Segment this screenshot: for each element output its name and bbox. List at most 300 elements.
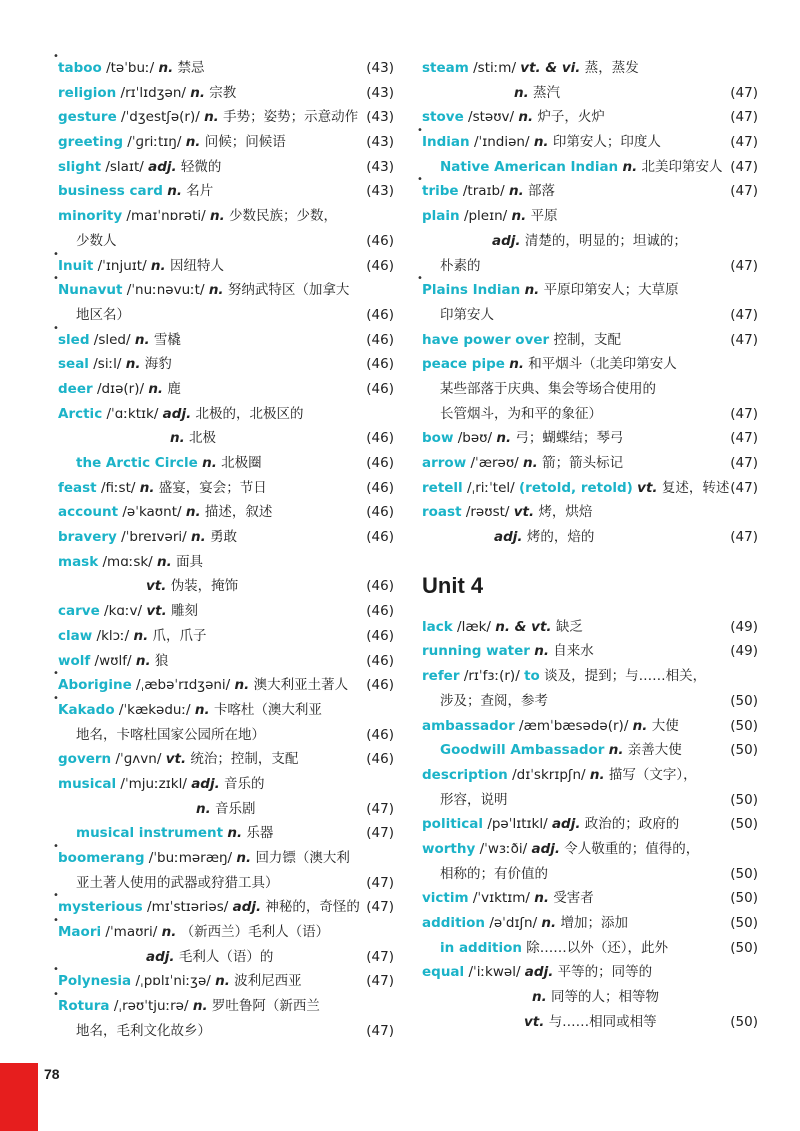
headword: minority [58,208,123,225]
headword: mysterious [58,899,143,916]
headword: Aborigine [58,677,132,694]
part-of-speech: n. [157,553,172,570]
page-reference: (47) [366,874,394,891]
part-of-speech: n. [215,973,230,990]
definition: 蒸汽 [533,84,561,101]
headword: stove [422,109,464,126]
definition: 地名，卡喀杜国家公园所在地） [76,726,265,743]
definition: 乐器 [246,825,274,842]
headword: Kakado [58,701,115,718]
glossary-entry [58,377,394,402]
headword: carve [58,603,100,620]
part-of-speech: n. [533,134,549,151]
glossary-entry [58,204,394,253]
phonetic: /ˈɑːktɪk/ [106,405,159,422]
headword: religion [58,84,117,101]
page-reference: (47) [730,405,758,422]
phonetic: /dɪˈskrɪpʃn/ [512,766,586,783]
definition: （新西兰）毛利人（语） [180,924,330,941]
glossary-entry [58,155,394,180]
starred-marker: • [417,174,423,186]
entry-line [422,402,758,427]
headword: govern [58,751,112,768]
entry-line [58,254,394,279]
entry-line [422,664,758,689]
glossary-entry [58,130,394,155]
page-reference: (47) [730,109,758,126]
part-of-speech: adj. [492,232,521,249]
part-of-speech: adj. [531,840,560,857]
part-of-speech: adj. [551,816,581,833]
part-of-speech: vt. [637,479,658,496]
unit-heading: Unit 4 [422,572,484,598]
glossary-entry [53,273,394,327]
page-reference: (47) [730,455,758,471]
entry-line [422,639,758,664]
definition: 箭；箭头标记 [542,455,624,471]
definition: 自来水 [553,643,594,660]
headword: musical instrument [76,825,224,842]
glossary-entry [422,911,758,936]
phonetic: /fiːst/ [100,479,136,496]
definition: 少数人 [76,232,117,249]
entry-line [58,994,394,1019]
entry-line [58,130,394,155]
glossary-entry [58,352,394,377]
entry-line [422,936,758,961]
page-reference: (47) [366,899,394,916]
headword: steam [422,60,469,76]
glossary-entry [53,841,394,895]
glossary-entry [58,821,394,846]
page-reference: (47) [366,800,394,817]
definition: 雪橇 [153,331,181,348]
definition: 神秘的，奇怪的 [265,899,360,916]
definition: 伪装，掩饰 [170,578,239,595]
page-reference: (43) [366,84,394,101]
entry-line [58,895,394,920]
headword: Plains Indian [422,282,521,299]
glossary-entry [53,248,394,279]
entry-line [422,105,758,130]
part-of-speech: n. [632,717,648,734]
definition: 音乐的 [224,775,265,792]
glossary-entry [53,989,394,1043]
definition: 清楚的，明显的；坦诚的； [524,232,687,249]
page-reference: (46) [366,356,394,373]
glossary-entry [53,668,394,698]
part-of-speech: n. [125,356,141,373]
part-of-speech: n. [514,84,529,101]
definition: 描述，叙述 [204,504,273,521]
definition: 北美印第安人 [641,158,723,175]
page-reference: (47) [366,948,394,965]
glossary-entry [58,451,394,476]
headword: sled [58,331,90,348]
definition: 地名，毛利文化故乡） [76,1022,211,1039]
entry-line [58,772,394,797]
entry-line [422,254,758,279]
entry-line [422,278,758,303]
entry-line [422,130,758,155]
page-reference: (46) [366,380,394,397]
glossary-entry [422,837,758,886]
glossary-entry [422,500,758,549]
phonetic: /læk/ [457,618,491,635]
page-reference: (50) [730,816,758,833]
definition: 政治的；政府的 [584,816,680,833]
page-reference: (47) [730,183,758,200]
page-number: 78 [44,1066,60,1082]
phonetic: /əˈdɪʃn/ [489,915,538,931]
glossary-entry [422,352,758,426]
definition: 罗吐鲁阿（新西兰 [211,998,320,1015]
page-reference: (50) [730,692,758,709]
part-of-speech: n. [532,989,547,1006]
part-of-speech: n. [185,134,201,151]
headword: peace pipe [422,356,505,373]
definition: 部落 [528,183,556,200]
definition: 和平烟斗（北美印第安人 [528,356,677,373]
definition: 亲善大使 [627,742,682,759]
page-reference: (50) [730,890,758,907]
glossary-entry [422,426,758,451]
entry-line [58,229,394,254]
headword: claw [58,627,93,644]
definition: 北极 [189,430,217,447]
glossary-entry [422,886,758,911]
phonetic: /rəʊst/ [465,504,510,521]
headword: mask [58,553,99,570]
definition: 朴素的 [440,257,481,274]
starred-marker: • [53,890,59,902]
entry-line [422,204,758,229]
entry-line [58,402,394,427]
page-reference: (46) [366,603,394,620]
definition: 令人敬重的；值得的， [564,840,700,857]
part-of-speech: adj. [191,775,220,792]
entry-line [422,500,758,525]
page-reference: (50) [730,742,758,759]
glossary-entry [422,105,758,130]
entry-line [422,788,758,813]
phonetic: /stiːm/ [473,60,516,76]
definition: 平原印第安人；大草原 [543,282,679,299]
entry-line [58,476,394,501]
glossary-entry [58,525,394,550]
definition: 回力镖（澳大利 [255,850,350,866]
headword: plain [422,208,460,225]
page-reference: (47) [730,529,758,546]
definition: 与……相同或相等 [548,1013,657,1030]
glossary-entry [58,747,394,772]
entry-line [422,476,758,501]
part-of-speech: n. [227,825,243,842]
phonetic: /ˈiːkwəl/ [468,964,521,981]
definition: 北极圈 [221,455,262,471]
phonetic: /ˌriːˈtel/ [466,479,515,496]
definition: 平原 [530,208,558,225]
definition: 某些部落于庆典、集会等场合使用的 [440,380,656,397]
part-of-speech: n. [508,183,524,200]
entry-line [58,352,394,377]
headword: retell [422,479,463,496]
entry-line [422,56,758,81]
headword: ambassador [422,717,515,734]
part-of-speech: vt. [165,751,187,768]
phonetic: /ˈmjuːzɪkl/ [120,775,187,792]
part-of-speech: n. [210,208,225,225]
glossary-entry [422,328,758,353]
page-reference: (47) [730,331,758,348]
page-reference: (47) [730,306,758,323]
glossary-entry [422,639,758,664]
phonetic: /ˈɡriːtɪŋ/ [127,134,182,151]
page-reference: (46) [366,455,394,471]
glossary-entry [53,322,394,353]
right-column-top [417,56,758,550]
phonetic: /bəʊ/ [457,430,493,447]
phonetic: /sled/ [93,331,131,348]
definition: 问候；问候语 [204,134,286,151]
headword: Goodwill Ambassador [440,742,605,759]
definition: 平等的；同等的 [557,964,653,981]
entry-line [422,812,758,837]
part-of-speech: n. [208,282,224,299]
part-of-speech: vt. [524,1013,545,1030]
glossary-entry [58,500,394,525]
glossary-entry [422,960,758,1034]
headword: victim [422,890,469,907]
page-reference: (46) [366,306,394,323]
glossary-entry [417,273,758,327]
page-reference: (50) [730,717,758,734]
phonetic: /ˈbuːməræŋ/ [148,850,233,866]
glossary-entry [58,476,394,501]
glossary-entry [53,890,394,920]
definition: 北极的，北极区的 [195,405,304,422]
entry-line [58,574,394,599]
entry-line [58,1019,394,1044]
glossary-entry [422,476,758,501]
definition: 蒸，蒸发 [584,60,639,76]
headword: wolf [58,652,91,669]
glossary-entry [58,179,394,204]
page-reference: (43) [366,60,394,76]
definition: 除……以外（还），此外 [526,939,669,956]
starred-marker: • [53,989,59,1001]
entry-line [422,179,758,204]
entry-line [58,673,394,698]
headword: running water [422,643,530,660]
glossary-entry [422,664,758,713]
entry-line [422,1010,758,1035]
entry-line [422,377,758,402]
page-reference: (50) [730,791,758,808]
glossary-entry [58,772,394,821]
part-of-speech: n. [524,282,540,299]
entry-line [58,525,394,550]
entry-line [422,352,758,377]
part-of-speech: adj. [146,948,175,965]
definition: 毛利人（语）的 [178,948,274,965]
entry-line [58,723,394,748]
glossary-entry [422,714,758,739]
phonetic: /ˈbreɪvəri/ [121,529,187,546]
definition: 大使 [651,717,679,734]
page-reference: (47) [730,430,758,447]
entry-line [58,303,394,328]
part-of-speech: n. [133,627,149,644]
entry-line [422,911,758,936]
entry-line [58,105,394,130]
entry-line [58,599,394,624]
phonetic: /ˈkækəduː/ [118,701,191,718]
entry-line [58,155,394,180]
part-of-speech: n. [190,84,205,101]
part-of-speech: n. [202,455,217,471]
phonetic: /ˈvɪktɪm/ [472,890,530,907]
starred-marker: • [53,668,59,680]
glossary-entry [53,964,394,994]
entry-line [58,278,394,303]
headword: bow [422,430,454,447]
definition: 增加；添加 [560,915,628,931]
entry-line [422,886,758,911]
part-of-speech: n. [204,109,219,126]
phonetic: /mɪˈstɪəriəs/ [147,899,229,916]
page-reference: (43) [366,109,394,126]
part-of-speech: n. [192,998,208,1015]
headword: deer [58,380,93,397]
phonetic: /ˈdʒestʃə(r)/ [121,109,200,126]
definition: 同等的人；相等物 [551,989,660,1006]
definition: 面具 [176,553,204,570]
entry-line [422,862,758,887]
part-of-speech: n. [509,356,524,373]
phonetic: /təˈbuː/ [106,60,155,76]
entry-line [422,689,758,714]
phonetic: /stəʊv/ [468,109,515,126]
entry-line [58,81,394,106]
headword: in addition [440,939,522,956]
definition: 描写（文字）， [608,766,697,783]
entry-line [58,920,394,945]
page-reference: (49) [730,643,758,660]
definition: 统治；控制，支配 [190,751,299,768]
headword-variant: to [524,668,540,685]
phonetic: /kɑːv/ [104,603,143,620]
right-column-bottom [422,615,758,1035]
headword: Rotura [58,998,110,1015]
part-of-speech: n. [191,529,206,546]
phonetic: /ˈærəʊ/ [470,455,519,471]
definition: 卡喀杜（澳大利亚 [213,701,322,718]
glossary-entry [417,125,758,155]
page-reference: (46) [366,652,394,669]
page-reference: (50) [730,865,758,882]
part-of-speech: n. [496,430,512,447]
phonetic: /ˈmaʊri/ [105,924,158,941]
starred-marker: • [53,841,59,852]
definition: 长管烟斗，为和平的象征） [440,405,602,422]
starred-marker: • [53,322,59,334]
glossary-entry [53,915,394,969]
entry-line [422,426,758,451]
entry-line [422,229,758,254]
page-reference: (46) [366,751,394,768]
entry-line [58,550,394,575]
headword: lack [422,618,453,635]
part-of-speech: adj. [524,964,554,981]
glossary-entry [58,624,394,649]
part-of-speech: vt. [146,578,167,595]
phonetic: /ˈɪndiən/ [473,134,530,151]
definition: 亚土著人使用的武器或狩猎工具） [76,874,279,891]
headword: have power over [422,331,550,348]
headword: Native American Indian [440,158,619,175]
part-of-speech: n. [622,158,638,175]
headword: the Arctic Circle [76,455,198,471]
entry-line [58,179,394,204]
part-of-speech: n. [139,479,155,496]
starred-marker: • [53,51,59,62]
glossary-entry [422,615,758,640]
definition: 受害者 [553,890,594,907]
glossary-entry [58,105,394,130]
part-of-speech: n. [167,183,182,200]
part-of-speech: n. [234,677,250,694]
headword: Nunavut [58,282,123,299]
definition: 烤，烘焙 [538,504,593,521]
part-of-speech: n. [148,380,164,397]
entry-line [58,821,394,846]
starred-marker: • [53,964,59,976]
phonetic: /siːl/ [93,356,122,373]
entry-line [422,960,758,985]
page-reference: (46) [366,677,394,694]
phonetic: /ˌæbəˈrɪdʒəni/ [136,677,231,694]
definition: 鹿 [167,380,181,397]
page-reference: (46) [366,504,394,521]
definition: 音乐剧 [215,800,256,817]
headword: arrow [422,455,467,471]
glossary-entry [58,402,394,451]
part-of-speech: vt. [146,603,167,620]
entry-line [422,714,758,739]
entry-line [422,615,758,640]
entry-line [58,747,394,772]
part-of-speech: n. [511,208,527,225]
headword: Indian [422,134,470,151]
page-reference: (46) [366,430,394,447]
entry-line [58,945,394,970]
headword: tribe [422,183,459,200]
phonetic: /pleɪn/ [463,208,508,225]
definition: 宗教 [209,84,237,101]
part-of-speech: n. [158,60,174,76]
page-reference: (46) [366,331,394,348]
page-reference: (47) [366,825,394,842]
definition: 爪，爪子 [152,627,207,644]
headword: Polynesia [58,973,132,990]
glossary-entry [422,812,758,837]
part-of-speech: n. [194,701,210,718]
part-of-speech: n. [534,890,550,907]
entry-line [58,698,394,723]
glossary-entry [422,56,758,105]
entry-line [58,624,394,649]
